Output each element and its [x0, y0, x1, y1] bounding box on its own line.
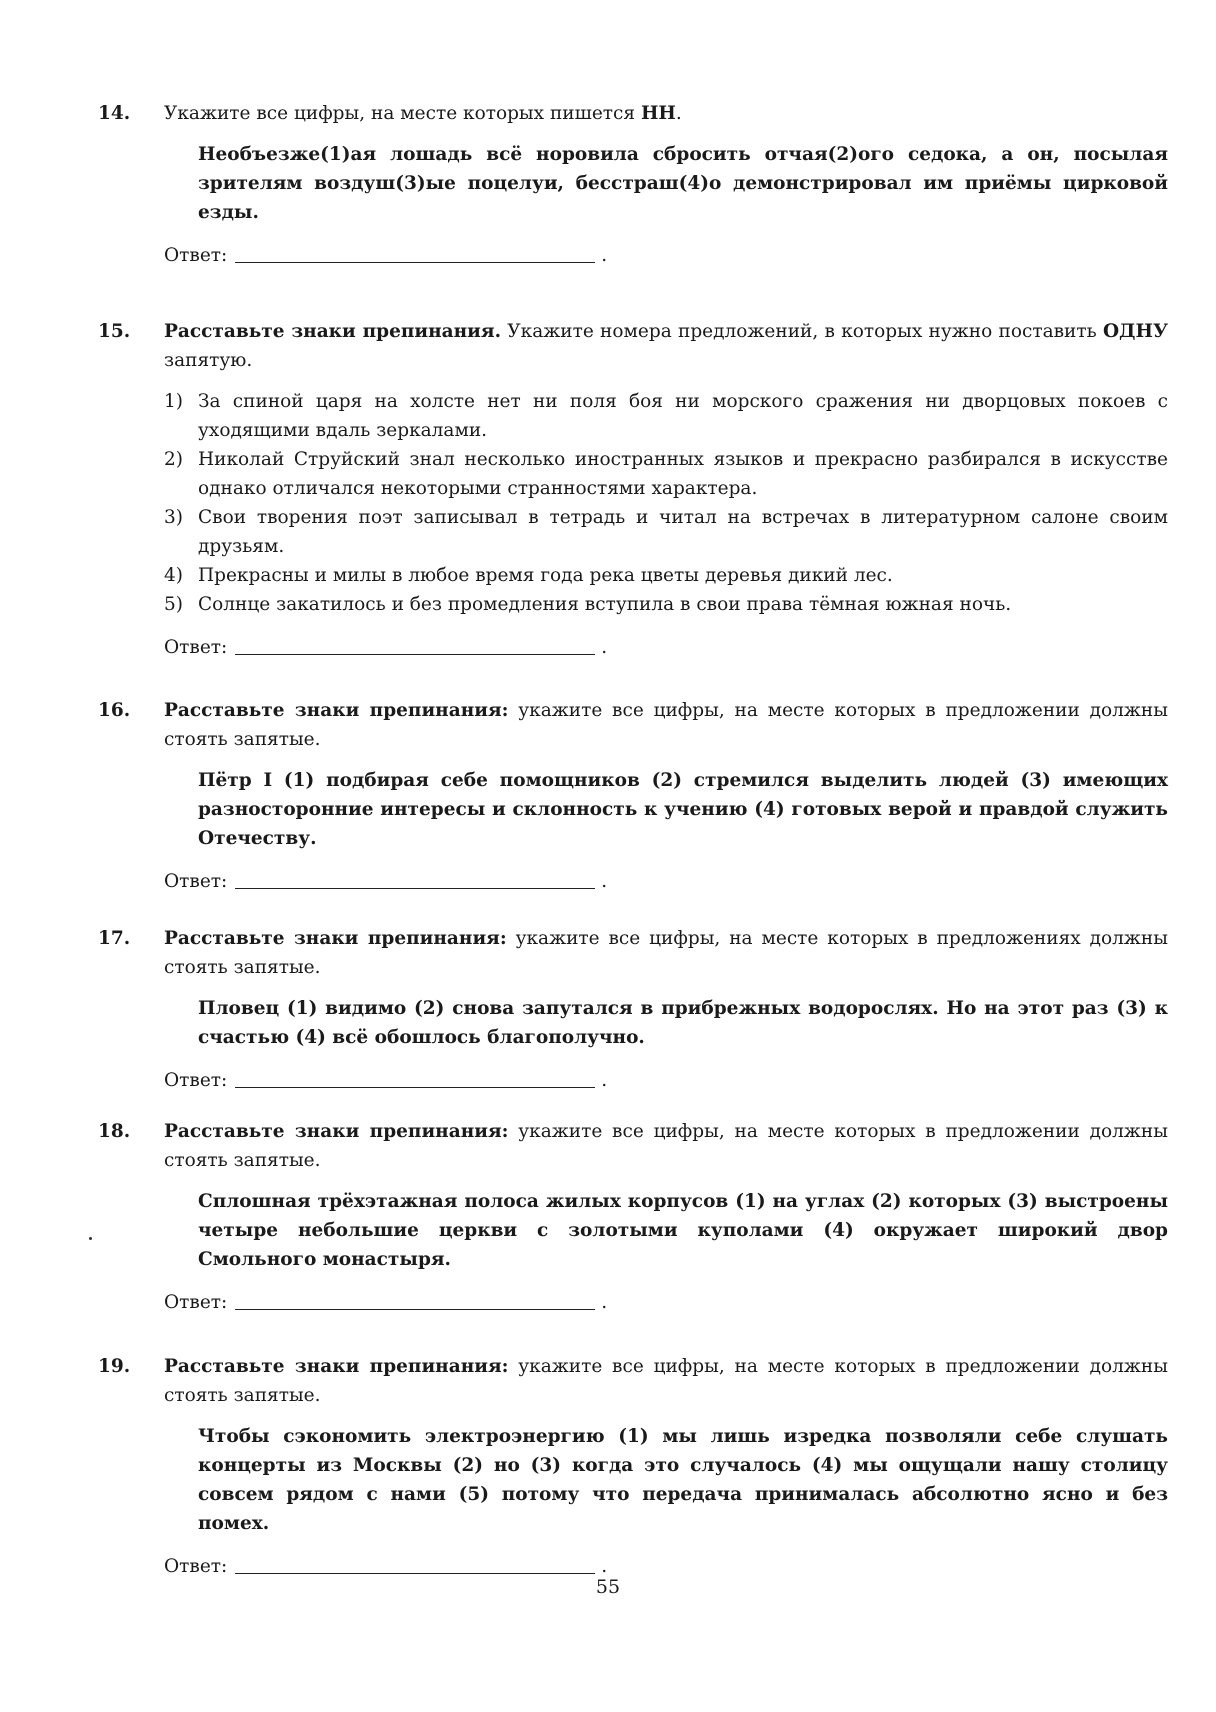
question-emphasis: Расставьте знаки препинания.	[164, 321, 502, 342]
question-emphasis: Расставьте знаки препинания:	[164, 928, 507, 949]
answer-line[interactable]	[235, 653, 595, 655]
task-sentence: Необъезже(1)ая лошадь всё норовила сбросить отчая(2)ого седока, а он, посылая зрителям воздуш(3)ые поцелуи, бесстраш(4)о демонстрировал им приёмы цирковой езды.	[198, 144, 1168, 223]
question-text: .	[675, 103, 682, 124]
task-16	[98, 696, 1168, 896]
answer-suffix: .	[601, 871, 608, 892]
task-18	[98, 1117, 1168, 1317]
answer-line[interactable]	[235, 887, 595, 889]
question-emphasis: Расставьте знаки препинания:	[164, 700, 509, 721]
task-question	[164, 1352, 1168, 1410]
page-number: 55	[595, 1576, 621, 1598]
list-item-text: За спиной царя на холсте нет ни поля боя ни морского сражения ни дворцовых покоев с уходящими вдаль зеркалами.	[198, 391, 1168, 441]
task-sentence: Пётр I (1) подбирая себе помощников (2) стремился выделить людей (3) имеющих разносторонние интересы и склонность к учению (4) готовых верой и правдой служить Отечеству.	[198, 770, 1168, 849]
answer-label: Ответ:	[164, 637, 228, 658]
list-item-text: Прекрасны и милы в любое время года река цветы деревья дикий лес.	[198, 565, 893, 586]
task-number: 19.	[98, 1356, 131, 1377]
answer-suffix: .	[601, 1070, 608, 1091]
list-item-number: 5)	[164, 594, 183, 615]
list-item	[164, 590, 1168, 619]
question-text: укажите все цифры, на месте которых в предложениях должны стоять запятые.	[164, 928, 1168, 978]
list-item	[164, 503, 1168, 561]
question-text: Укажите все цифры, на месте которых пишется	[164, 103, 641, 124]
question-emphasis: ОДНУ	[1102, 321, 1168, 342]
answer-line[interactable]	[235, 1308, 595, 1310]
task-number: 15.	[98, 321, 131, 342]
answer-label: Ответ:	[164, 871, 228, 892]
task-number: 17.	[98, 928, 131, 949]
task-17	[98, 924, 1168, 1095]
task-number: 14.	[98, 103, 131, 124]
list-item-number: 4)	[164, 565, 183, 586]
list-item-text: Свои творения поэт записывал в тетрадь и читал на встречах в литературном салоне своим друзьям.	[198, 507, 1168, 557]
task-number: 18.	[98, 1121, 131, 1142]
question-text: Укажите номера предложений, в которых нужно поставить	[501, 321, 1103, 342]
answer-row	[164, 1066, 1168, 1095]
list-item-text: Николай Струйский знал несколько иностранных языков и прекрасно разбирался в искусстве однако отличался некоторыми странностями характера.	[198, 449, 1168, 499]
answer-suffix: .	[601, 1292, 608, 1313]
list-item-number: 2)	[164, 449, 183, 470]
list-item	[164, 387, 1168, 445]
answer-label: Ответ:	[164, 245, 228, 266]
list-item-number: 1)	[164, 391, 183, 412]
question-emphasis: НН	[640, 103, 676, 124]
task-question	[164, 696, 1168, 754]
task-sentence: Чтобы сэкономить электроэнергию (1) мы лишь изредка позволяли себе слушать концерты из Москвы (2) но (3) когда это случалось (4) мы ощущали нашу столицу совсем рядом с нами (5) потому что передача принималась абсолютно ясно и без помех.	[198, 1426, 1168, 1534]
task-question	[164, 924, 1168, 982]
question-emphasis: Расставьте знаки препинания:	[164, 1356, 509, 1377]
answer-line[interactable]	[235, 1086, 595, 1088]
answer-suffix: .	[601, 637, 608, 658]
answer-row	[164, 867, 1168, 896]
answer-row	[164, 1288, 1168, 1317]
answer-row	[164, 633, 1168, 662]
answer-suffix: .	[601, 1556, 608, 1577]
answer-suffix: .	[601, 245, 608, 266]
task-number: 16.	[98, 700, 131, 721]
task-19	[98, 1352, 1168, 1581]
list-item-number: 3)	[164, 507, 183, 528]
task-sentence: Пловец (1) видимо (2) снова запутался в прибрежных водорослях. Но на этот раз (3) к счастью (4) всё обошлось благополучно.	[198, 998, 1168, 1048]
question-emphasis: Расставьте знаки препинания:	[164, 1121, 509, 1142]
task-15	[98, 317, 1168, 662]
task-sentence: Сплошная трёхэтажная полоса жилых корпусов (1) на углах (2) которых (3) выстроены четыре небольшие церкви с золотыми куполами (4) окружает широкий двор Смольного монастыря.	[198, 1191, 1168, 1270]
question-text: укажите все цифры, на месте которых в предложении должны стоять запятые.	[164, 1121, 1168, 1171]
print-speck	[89, 1237, 92, 1240]
question-text: укажите все цифры, на месте которых в предложении должны стоять запятые.	[164, 1356, 1168, 1406]
answer-label: Ответ:	[164, 1292, 228, 1313]
list-item	[164, 561, 1168, 590]
question-text: запятую.	[164, 350, 253, 371]
list-item	[164, 445, 1168, 503]
task-question	[164, 317, 1168, 375]
answer-line[interactable]	[235, 261, 595, 263]
question-text: укажите все цифры, на месте которых в предложении должны стоять запятые.	[164, 700, 1168, 750]
answer-label: Ответ:	[164, 1070, 228, 1091]
answer-row	[164, 241, 1168, 270]
task-14	[98, 99, 1168, 270]
answer-label: Ответ:	[164, 1556, 228, 1577]
task-question	[164, 99, 1168, 128]
sentence-list	[164, 387, 1168, 619]
answer-line[interactable]	[235, 1572, 595, 1574]
list-item-text: Солнце закатилось и без промедления вступила в свои права тёмная южная ночь.	[198, 594, 1012, 615]
task-question	[164, 1117, 1168, 1175]
